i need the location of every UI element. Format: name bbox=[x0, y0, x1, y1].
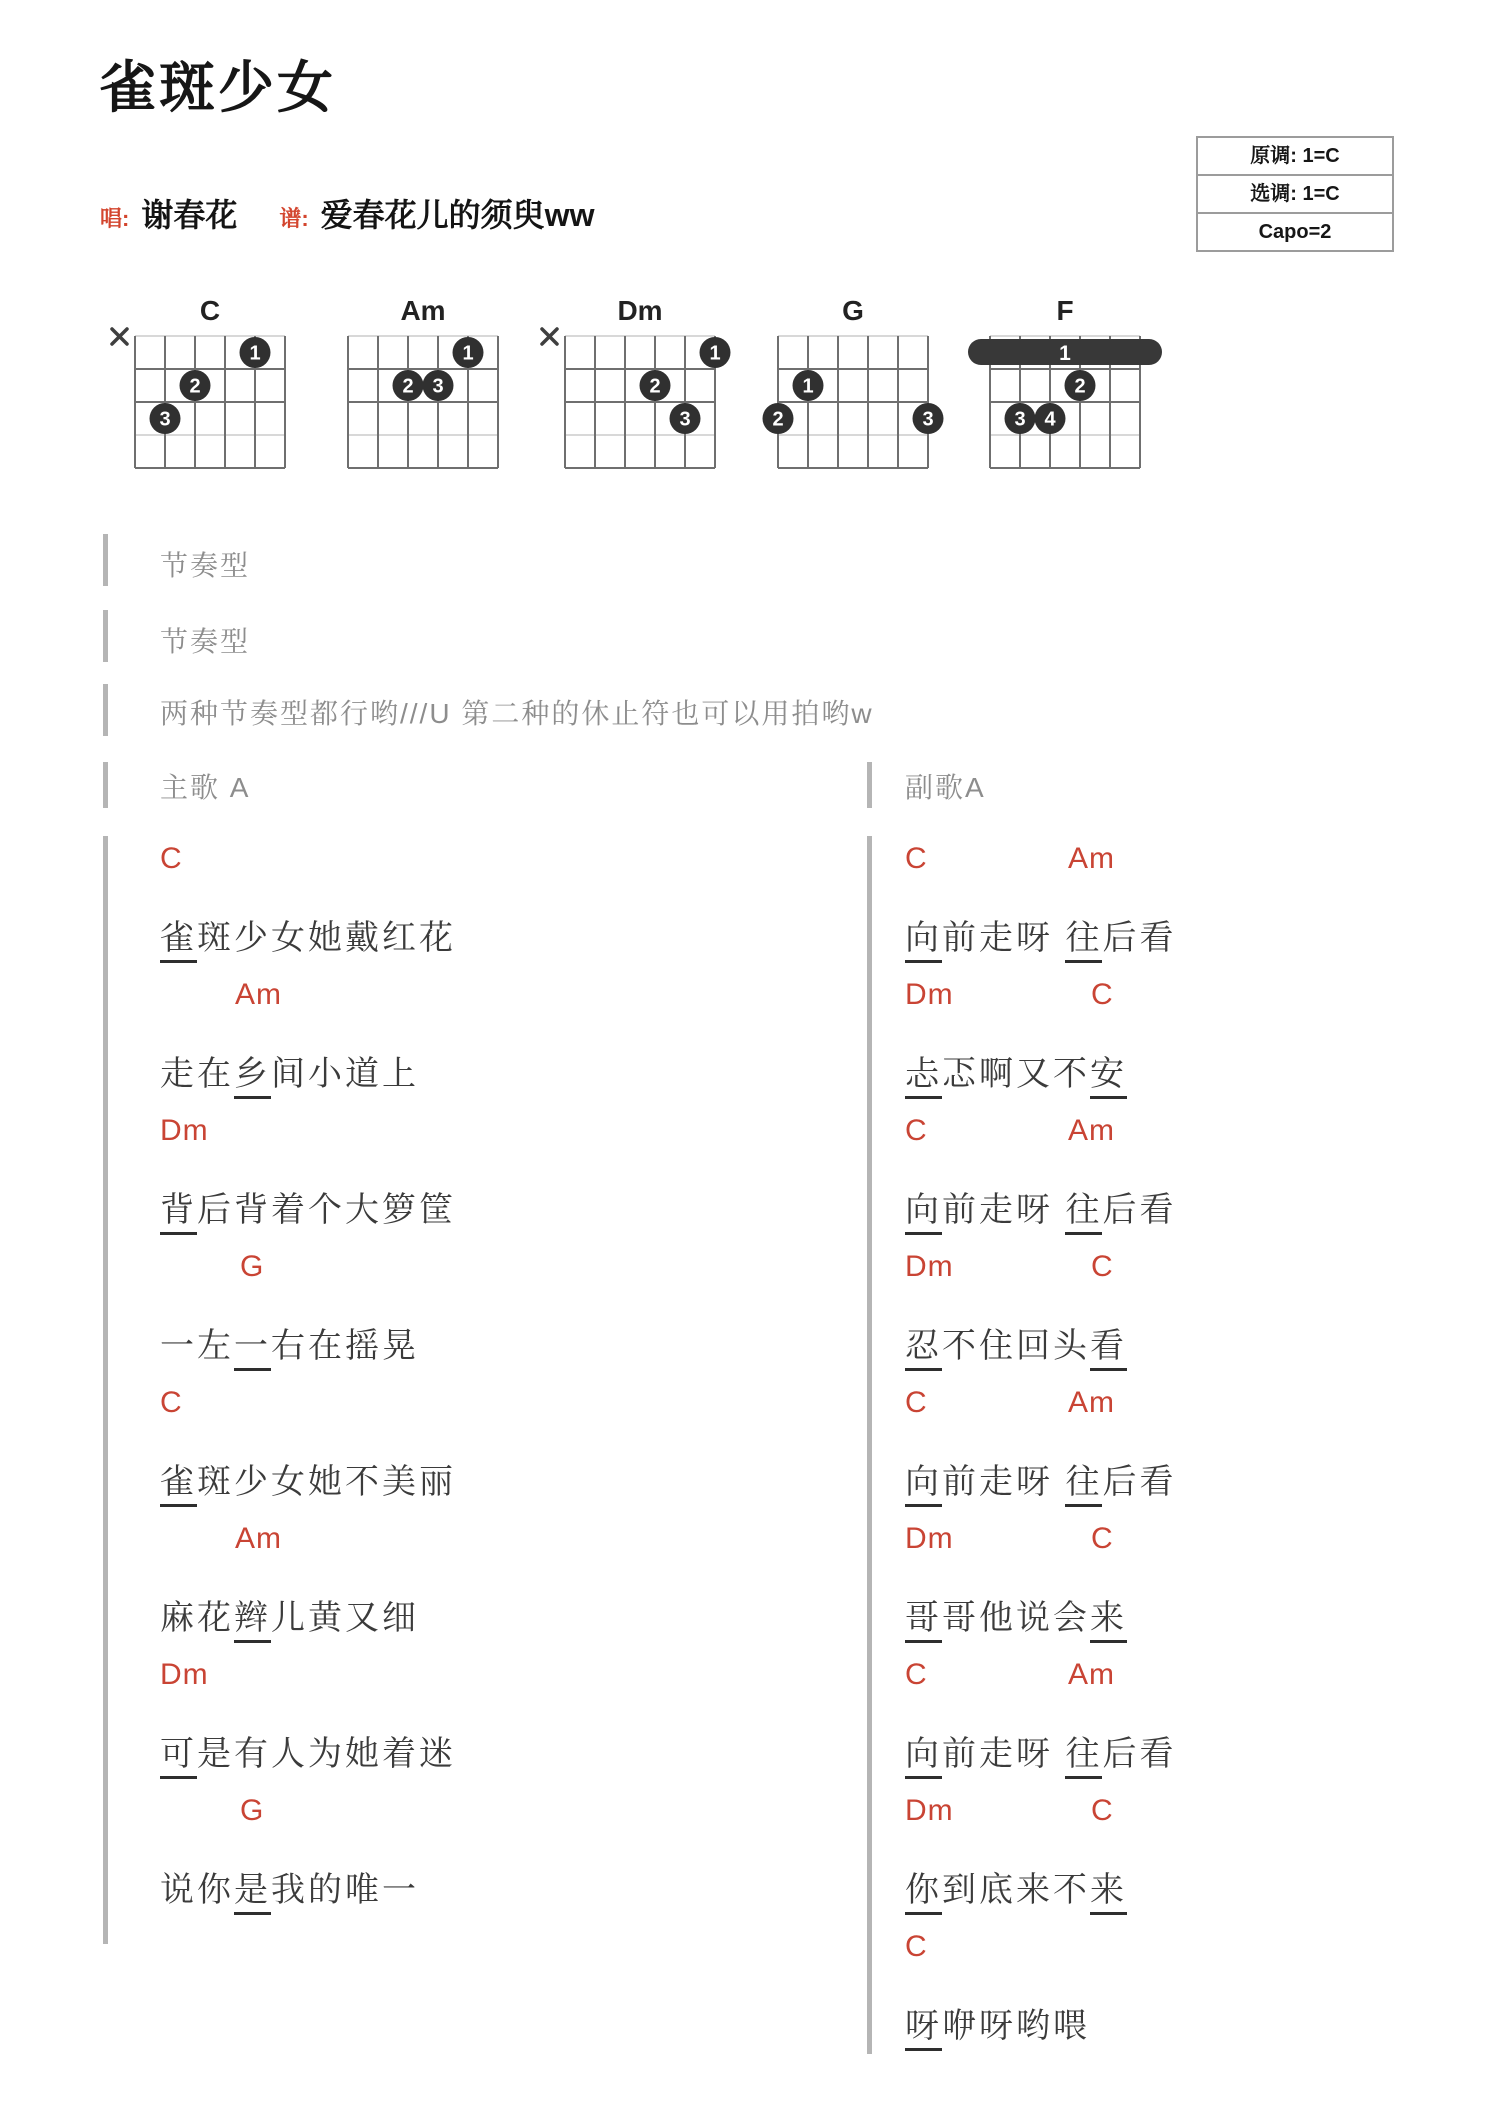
lyric-segment: 雀 bbox=[160, 919, 197, 963]
lyric-segment: 说你 bbox=[160, 1871, 234, 1909]
lyric-line bbox=[160, 1318, 419, 1386]
finger-number: 3 bbox=[1014, 408, 1026, 431]
chord-token: C bbox=[1091, 1522, 1114, 1555]
rhythm-note-text: 节奏型 bbox=[160, 550, 251, 581]
lyric-segment: 后看 bbox=[1102, 1191, 1177, 1229]
chord-diagram-Am bbox=[318, 290, 528, 482]
chord-diagram-Dm bbox=[535, 290, 745, 482]
chord-name-label: F bbox=[1056, 295, 1074, 326]
lyric-line bbox=[160, 1726, 456, 1794]
lyric-segment: 你 bbox=[905, 1871, 942, 1915]
song-title: 雀斑少女 bbox=[100, 56, 336, 119]
lyric-segment: 往 bbox=[1065, 1463, 1102, 1507]
tab-label: 谱: bbox=[279, 206, 309, 231]
finger-number: 2 bbox=[649, 375, 661, 398]
chord-token: Dm bbox=[160, 1114, 209, 1147]
lyric-line bbox=[160, 1454, 456, 1522]
chord-token: Am bbox=[1068, 1658, 1115, 1691]
lyric-segment: 雀 bbox=[160, 1463, 197, 1507]
chord-token: Dm bbox=[905, 1250, 954, 1283]
lyric-line bbox=[160, 1182, 456, 1250]
lyric-segment: 间小道上 bbox=[271, 1055, 419, 1093]
key-info-box bbox=[1196, 136, 1394, 252]
lyric-segment: 后看 bbox=[1102, 919, 1177, 957]
lyric-segment: 忐 bbox=[905, 1055, 942, 1099]
lyric-segment: 是 bbox=[234, 1871, 271, 1915]
credits-line bbox=[100, 190, 594, 236]
key-info-capo: Capo=2 bbox=[1198, 212, 1392, 250]
chord-token: Am bbox=[235, 1522, 282, 1555]
lyric-segment: 可 bbox=[160, 1735, 197, 1779]
lyric-segment: 不住回头 bbox=[942, 1327, 1090, 1365]
chord-token: Dm bbox=[905, 1522, 954, 1555]
chord-diagrams-row bbox=[0, 290, 1500, 490]
finger-number: 1 bbox=[709, 342, 721, 365]
lyric-segment: 前走呀 bbox=[942, 1191, 1066, 1229]
lyric-segment: 辫 bbox=[234, 1599, 271, 1643]
lyric-segment: 来 bbox=[1090, 1599, 1127, 1643]
lyric-segment: 向 bbox=[905, 1191, 942, 1235]
rhythm-note-text: 节奏型 bbox=[160, 626, 251, 657]
lyric-line bbox=[905, 1590, 1127, 1658]
chord-token: C bbox=[1091, 1794, 1114, 1827]
chord-token: C bbox=[1091, 1250, 1114, 1283]
lyric-segment: 后背着个大箩筐 bbox=[197, 1191, 456, 1229]
chorus-header-bar bbox=[867, 762, 872, 808]
chord-token: C bbox=[905, 1114, 928, 1147]
lyric-segment: 后看 bbox=[1102, 1735, 1177, 1773]
chord-token: C bbox=[905, 1930, 928, 1963]
key-info-original-key: 原调: 1=C bbox=[1250, 145, 1340, 167]
chord-token: C bbox=[160, 1386, 183, 1419]
finger-number: 1 bbox=[249, 342, 261, 365]
lyric-segment: 忍 bbox=[905, 1327, 942, 1371]
lyric-segment: 安 bbox=[1090, 1055, 1127, 1099]
lyric-segment: 忑啊又不 bbox=[942, 1055, 1090, 1093]
chord-token: Am bbox=[1068, 1386, 1115, 1419]
finger-number: 4 bbox=[1044, 408, 1056, 431]
verse-column-bar bbox=[103, 836, 108, 1944]
chord-token: C bbox=[160, 842, 183, 875]
lyric-segment: 乡 bbox=[234, 1055, 271, 1099]
chord-token: Am bbox=[1068, 842, 1115, 875]
chorus-column-bar bbox=[867, 836, 872, 2054]
lyric-segment: 前走呀 bbox=[942, 919, 1066, 957]
sing-label: 唱: bbox=[100, 206, 130, 231]
lyric-segment: 向 bbox=[905, 1463, 942, 1507]
chord-token: Dm bbox=[160, 1658, 209, 1691]
key-info-selected-key: 选调: 1=C bbox=[1198, 174, 1392, 212]
finger-number: 2 bbox=[402, 375, 414, 398]
finger-number: 3 bbox=[679, 408, 691, 431]
chord-token: C bbox=[905, 1658, 928, 1691]
finger-number: 2 bbox=[772, 408, 784, 431]
rhythm-note-bar bbox=[103, 610, 108, 662]
lyric-segment: 是有人为她着迷 bbox=[197, 1735, 456, 1773]
lyric-segment: 往 bbox=[1065, 1191, 1102, 1235]
lyric-line bbox=[905, 1454, 1176, 1522]
chord-name-label: C bbox=[199, 295, 221, 326]
finger-number: 3 bbox=[432, 375, 444, 398]
finger-number: 2 bbox=[1074, 375, 1086, 398]
chord-token: Am bbox=[235, 978, 282, 1011]
verse-header-bar bbox=[103, 762, 108, 808]
lyric-segment: 往 bbox=[1065, 1735, 1102, 1779]
lyric-line bbox=[905, 910, 1176, 978]
chord-token: Dm bbox=[905, 1794, 954, 1827]
lyric-line bbox=[905, 1862, 1127, 1930]
barre-finger-number: 1 bbox=[1059, 342, 1071, 365]
rhythm-note-bar bbox=[103, 684, 108, 736]
singer-name: 谢春花 bbox=[141, 197, 238, 233]
lyric-segment: 走在 bbox=[160, 1055, 234, 1093]
chord-name-label: Am bbox=[400, 295, 446, 326]
lyric-segment: 前走呀 bbox=[942, 1463, 1066, 1501]
finger-number: 1 bbox=[462, 342, 474, 365]
lyric-segment: 哥 bbox=[905, 1599, 942, 1643]
lyric-segment: 呀 bbox=[905, 2007, 942, 2051]
lyric-segment: 麻花 bbox=[160, 1599, 234, 1637]
lyric-segment: 后看 bbox=[1102, 1463, 1177, 1501]
section-header-verse: 主歌 A bbox=[160, 772, 251, 803]
chord-token: Am bbox=[1068, 1114, 1115, 1147]
lyric-segment: 向 bbox=[905, 1735, 942, 1779]
lyric-line bbox=[905, 1998, 1090, 2066]
chord-token: G bbox=[240, 1250, 265, 1283]
lyric-line bbox=[160, 1862, 419, 1930]
lyric-segment: 咿呀哟喂 bbox=[942, 2007, 1090, 2045]
lyric-segment: 哥他说会 bbox=[942, 1599, 1090, 1637]
chord-token: G bbox=[240, 1794, 265, 1827]
section-header-chorus: 副歌A bbox=[905, 772, 986, 803]
chord-token: C bbox=[905, 842, 928, 875]
lyric-segment: 我的唯一 bbox=[271, 1871, 419, 1909]
lyric-segment: 一 bbox=[234, 1327, 271, 1371]
lyric-segment: 来 bbox=[1090, 1871, 1127, 1915]
rhythm-note-text: 两种节奏型都行哟///U 第二种的休止符也可以用拍哟w bbox=[160, 698, 874, 729]
lyric-segment: 看 bbox=[1090, 1327, 1127, 1371]
lyric-segment: 前走呀 bbox=[942, 1735, 1066, 1773]
finger-number: 1 bbox=[802, 375, 814, 398]
lyric-segment: 往 bbox=[1065, 919, 1102, 963]
chord-diagram-C bbox=[105, 290, 315, 482]
lyric-segment: 斑少女她不美丽 bbox=[197, 1463, 456, 1501]
chord-token: C bbox=[905, 1386, 928, 1419]
lyric-line bbox=[160, 1590, 419, 1658]
chord-diagram-F bbox=[960, 290, 1170, 482]
lyric-segment: 向 bbox=[905, 919, 942, 963]
finger-number: 3 bbox=[922, 408, 934, 431]
lyric-line bbox=[905, 1046, 1127, 1114]
finger-number: 3 bbox=[159, 408, 171, 431]
chord-token: C bbox=[1091, 978, 1114, 1011]
chord-token: Dm bbox=[905, 978, 954, 1011]
chord-name-label: G bbox=[842, 295, 864, 326]
lyric-line bbox=[160, 1046, 419, 1114]
lyric-segment: 背 bbox=[160, 1191, 197, 1235]
lyric-line bbox=[160, 910, 456, 978]
lyric-segment: 到底来不 bbox=[942, 1871, 1090, 1909]
lyric-segment: 儿黄又细 bbox=[271, 1599, 419, 1637]
chord-diagram-G bbox=[748, 290, 958, 482]
rhythm-note-bar bbox=[103, 534, 108, 586]
lyric-segment: 一左 bbox=[160, 1327, 234, 1365]
finger-number: 2 bbox=[189, 375, 201, 398]
lyric-segment: 斑少女她戴红花 bbox=[197, 919, 456, 957]
lyric-line bbox=[905, 1182, 1176, 1250]
chord-name-label: Dm bbox=[617, 295, 663, 326]
lyric-line bbox=[905, 1318, 1127, 1386]
tabber-name: 爱春花儿的须臾ww bbox=[320, 197, 595, 233]
lyric-segment: 右在摇晃 bbox=[271, 1327, 419, 1365]
lyric-line bbox=[905, 1726, 1176, 1794]
